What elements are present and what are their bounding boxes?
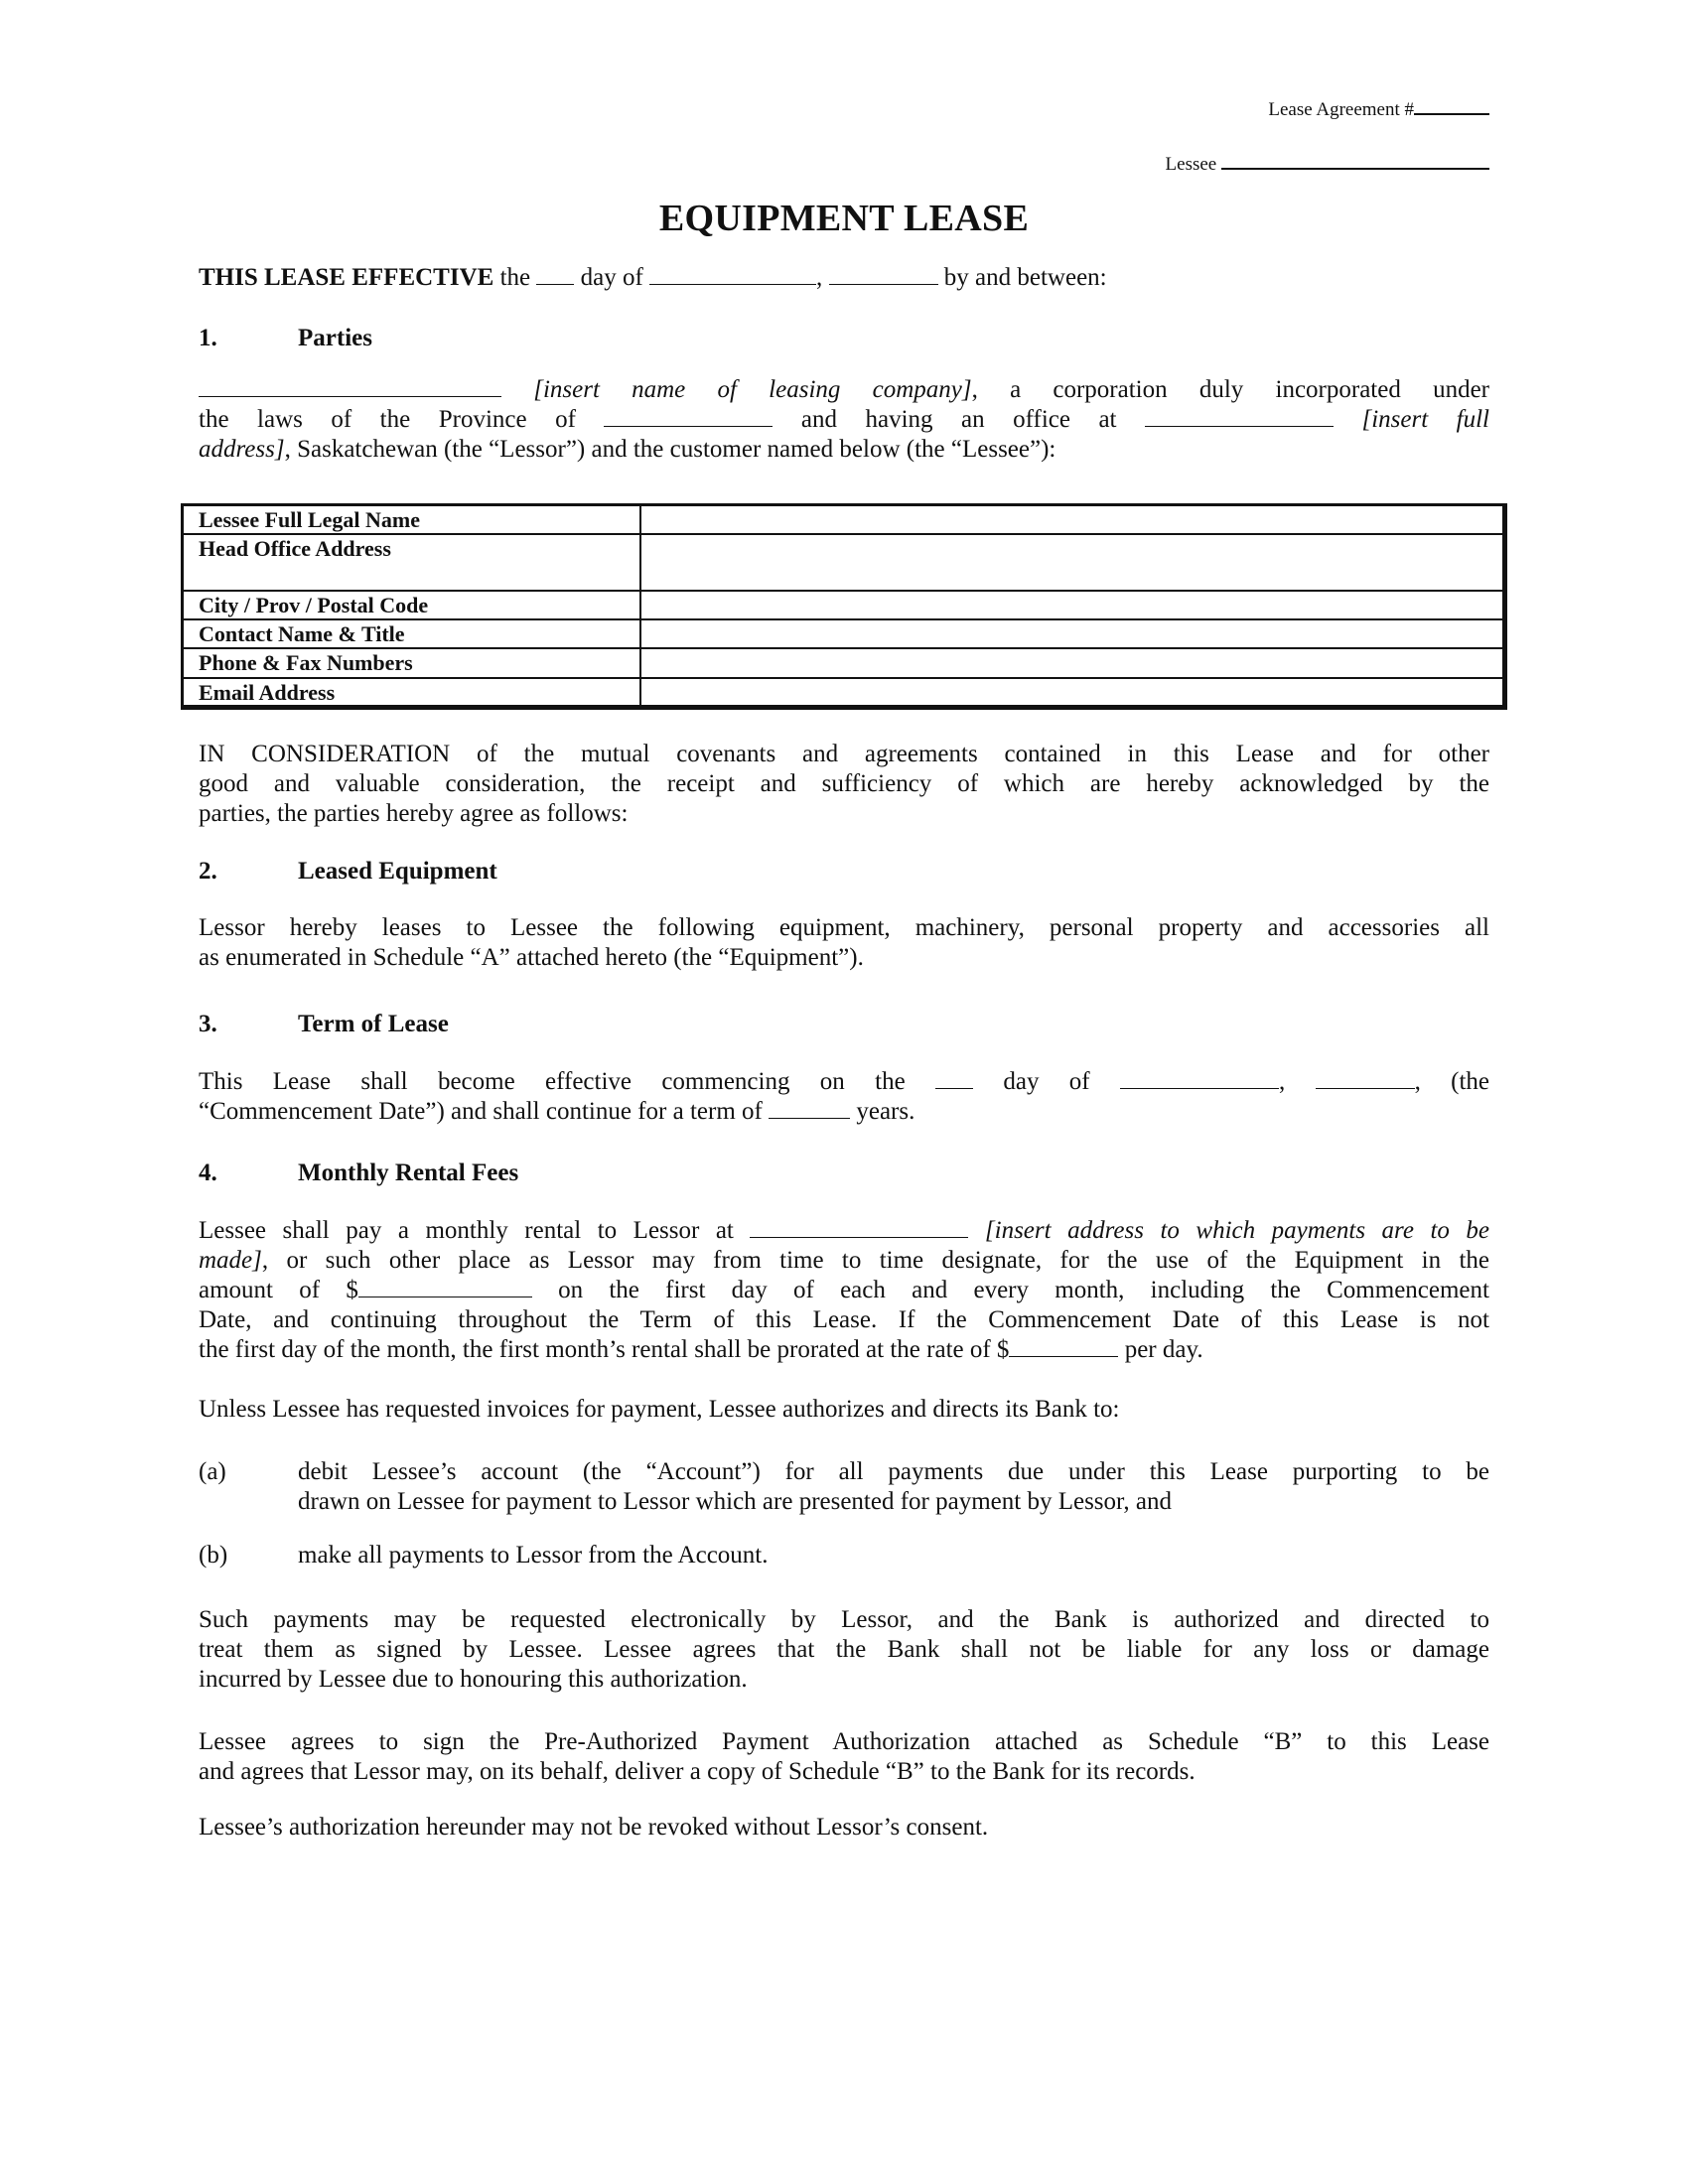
section-number: 3. bbox=[199, 1011, 217, 1037]
city-prov-postal-field[interactable] bbox=[640, 591, 1505, 619]
consideration-paragraph bbox=[199, 740, 1489, 829]
table-row bbox=[183, 591, 1505, 619]
commencement-year-blank[interactable] bbox=[1316, 1088, 1415, 1089]
effective-date-line bbox=[199, 263, 1107, 293]
intro-text-comma: , bbox=[816, 264, 829, 291]
paragraph-line: Lessor hereby leases to Lessee the following equipment, machinery, personal property and accessories all bbox=[199, 914, 1489, 941]
table-row bbox=[183, 619, 1505, 648]
paragraph-line: IN CONSIDERATION of the mutual covenants and agreements contained in this Lease and for other bbox=[199, 741, 1489, 767]
email-address-label: Email Address bbox=[183, 678, 640, 708]
paragraph-line: Lessee agrees to sign the Pre-Authorized Payment Authorization attached as Schedule “B” to this Lease bbox=[199, 1728, 1489, 1755]
rental-line-4: Date, and continuing throughout the Term of this Lease. If the Commencement Date of this Lease is not bbox=[199, 1306, 1489, 1333]
effective-day-blank[interactable] bbox=[536, 284, 574, 285]
payment-address-blank[interactable] bbox=[750, 1237, 968, 1238]
lessee-header-blank[interactable] bbox=[1221, 168, 1489, 170]
list-line: make all payments to Lessor from the Account. bbox=[298, 1542, 769, 1569]
leased-equipment-paragraph bbox=[199, 913, 1489, 973]
intro-text-the: the bbox=[493, 264, 537, 291]
insert-address-hint: [insert full bbox=[1334, 406, 1490, 433]
leasing-company-name-blank[interactable] bbox=[199, 396, 501, 397]
city-prov-postal-label: City / Prov / Postal Code bbox=[183, 591, 640, 619]
paragraph-line: Unless Lessee has requested invoices for payment, Lessee authorizes and directs its Bank to: bbox=[199, 1396, 1120, 1423]
list-item-text bbox=[298, 1541, 1489, 1570]
section-number: 1. bbox=[199, 325, 217, 351]
rental-line-2 bbox=[199, 1246, 1489, 1276]
section-title: Leased Equipment bbox=[298, 858, 497, 885]
table-row bbox=[183, 648, 1505, 678]
lessee-header-line bbox=[1166, 153, 1489, 177]
parties-text: , a corporation duly incorporated under bbox=[971, 376, 1489, 403]
pad-authorization-paragraph bbox=[199, 1727, 1489, 1787]
insert-address-hint-cont: address] bbox=[199, 436, 285, 463]
lease-agreement-number-line bbox=[1268, 98, 1489, 122]
paragraph-line: Lessee’s authorization hereunder may not be revoked without Lessor’s consent. bbox=[199, 1814, 989, 1841]
parties-text: the laws of the Province of bbox=[199, 406, 605, 433]
list-item bbox=[199, 1541, 1489, 1570]
rental-line-5 bbox=[199, 1335, 1489, 1365]
term-text: day of bbox=[1003, 1068, 1090, 1095]
list-item-text bbox=[298, 1457, 1489, 1517]
parties-line-1 bbox=[199, 375, 1489, 405]
rental-line-3 bbox=[199, 1276, 1489, 1305]
effective-month-blank[interactable] bbox=[649, 284, 816, 285]
phone-fax-label: Phone & Fax Numbers bbox=[183, 648, 640, 678]
list-item-label: (b) bbox=[199, 1542, 228, 1569]
contact-name-title-field[interactable] bbox=[640, 619, 1505, 648]
list-item-label: (a) bbox=[199, 1458, 226, 1485]
intro-text-day-of: day of bbox=[574, 264, 650, 291]
paragraph-line: treat them as signed by Lessee. Lessee agrees that the Bank shall not be liable for any loss or damage bbox=[199, 1636, 1489, 1663]
term-text: , (the bbox=[1414, 1068, 1490, 1095]
table-row bbox=[183, 534, 1505, 591]
bank-intro-paragraph bbox=[199, 1395, 1489, 1425]
section-title: Parties bbox=[298, 325, 372, 351]
lease-agreement-number-label: Lease Agreement # bbox=[1268, 99, 1414, 120]
email-address-field[interactable] bbox=[640, 678, 1505, 708]
insert-payment-address-hint-cont: made] bbox=[199, 1247, 262, 1274]
lessee-header-label: Lessee bbox=[1165, 154, 1217, 175]
term-text: years. bbox=[850, 1098, 915, 1125]
office-address-blank[interactable] bbox=[1145, 426, 1334, 427]
rental-text: , or such other place as Lessor may from time to time designate, for the use of the Equipment in the bbox=[261, 1247, 1489, 1274]
term-text: , bbox=[1278, 1068, 1286, 1095]
insert-company-hint: [insert name of leasing company] bbox=[501, 376, 972, 403]
paragraph-line: Such payments may be requested electronically by Lessor, and the Bank is authorized and directed to bbox=[199, 1606, 1489, 1633]
table-row bbox=[183, 505, 1505, 534]
parties-paragraph bbox=[199, 375, 1489, 465]
term-text: “Commencement Date”) and shall continue for a term of bbox=[199, 1098, 770, 1125]
parties-text: , Saskatchewan (the “Lessor”) and the customer named below (the “Lessee”): bbox=[284, 436, 1056, 463]
paragraph-line: good and valuable consideration, the receipt and sufficiency of which are hereby acknowledged by the bbox=[199, 770, 1489, 797]
section-heading-leased-equipment bbox=[199, 857, 497, 887]
parties-line-3 bbox=[199, 435, 1489, 465]
parties-text: and having an office at bbox=[773, 406, 1145, 433]
commencement-day-blank[interactable] bbox=[935, 1088, 973, 1089]
insert-payment-address-hint: [insert address to which payments are to be bbox=[968, 1217, 1490, 1244]
page-title: EQUIPMENT LEASE bbox=[658, 198, 1030, 239]
rental-text: the first day of the month, the first month’s rental shall be prorated at the rate of $ bbox=[199, 1336, 1010, 1363]
section-number: 2. bbox=[199, 858, 217, 885]
rental-line-1 bbox=[199, 1216, 1489, 1246]
rental-text: per day. bbox=[1118, 1336, 1203, 1363]
term-paragraph bbox=[199, 1067, 1489, 1127]
term-line-1 bbox=[199, 1067, 1489, 1097]
paragraph-line: parties, the parties hereby agree as follows: bbox=[199, 800, 629, 827]
lease-agreement-number-blank[interactable] bbox=[1414, 113, 1489, 115]
commencement-month-blank[interactable] bbox=[1120, 1088, 1279, 1089]
province-blank[interactable] bbox=[604, 426, 773, 427]
lessee-legal-name-label: Lessee Full Legal Name bbox=[183, 505, 640, 534]
rental-text: amount of $ bbox=[199, 1277, 358, 1303]
phone-fax-field[interactable] bbox=[640, 648, 1505, 678]
section-heading-term-of-lease bbox=[199, 1010, 449, 1039]
term-line-2 bbox=[199, 1097, 1489, 1127]
term-text: This Lease shall become effective commencing on the bbox=[199, 1068, 906, 1095]
rental-paragraph bbox=[199, 1216, 1489, 1365]
paragraph-line: as enumerated in Schedule “A” attached hereto (the “Equipment”). bbox=[199, 944, 864, 971]
head-office-address-label: Head Office Address bbox=[183, 534, 640, 591]
section-title: Term of Lease bbox=[298, 1011, 449, 1037]
head-office-address-field[interactable] bbox=[640, 534, 1505, 591]
revocation-paragraph bbox=[199, 1813, 1489, 1843]
section-heading-parties bbox=[199, 324, 372, 353]
daily-rate-blank[interactable] bbox=[1009, 1356, 1118, 1357]
rental-text: Lessee shall pay a monthly rental to Lessor at bbox=[199, 1217, 751, 1244]
section-title: Monthly Rental Fees bbox=[298, 1160, 519, 1186]
rental-text: on the first day of each and every month, including the Commencement bbox=[531, 1277, 1489, 1303]
list-line: debit Lessee’s account (the “Account”) for all payments due under this Lease purporting to be bbox=[298, 1458, 1489, 1485]
list-item bbox=[199, 1457, 1489, 1517]
lessee-info-table bbox=[181, 503, 1507, 710]
effective-date-lead: THIS LEASE EFFECTIVE bbox=[199, 264, 494, 291]
table-row bbox=[183, 678, 1505, 708]
section-number: 4. bbox=[199, 1160, 217, 1186]
term-years-blank[interactable] bbox=[769, 1118, 850, 1119]
lessee-legal-name-field[interactable] bbox=[640, 505, 1505, 534]
effective-year-blank[interactable] bbox=[829, 284, 938, 285]
paragraph-line: incurred by Lessee due to honouring this authorization. bbox=[199, 1666, 748, 1693]
section-heading-monthly-rental-fees bbox=[199, 1159, 518, 1188]
intro-text-by-and-between: by and between: bbox=[937, 264, 1107, 291]
electronic-payments-paragraph bbox=[199, 1605, 1489, 1695]
parties-line-2 bbox=[199, 405, 1489, 435]
paragraph-line: and agrees that Lessor may, on its behalf, deliver a copy of Schedule “B” to the Bank for its records. bbox=[199, 1758, 1196, 1785]
contact-name-title-label: Contact Name & Title bbox=[183, 619, 640, 648]
list-line: drawn on Lessee for payment to Lessor which are presented for payment by Lessor, and bbox=[298, 1488, 1172, 1515]
